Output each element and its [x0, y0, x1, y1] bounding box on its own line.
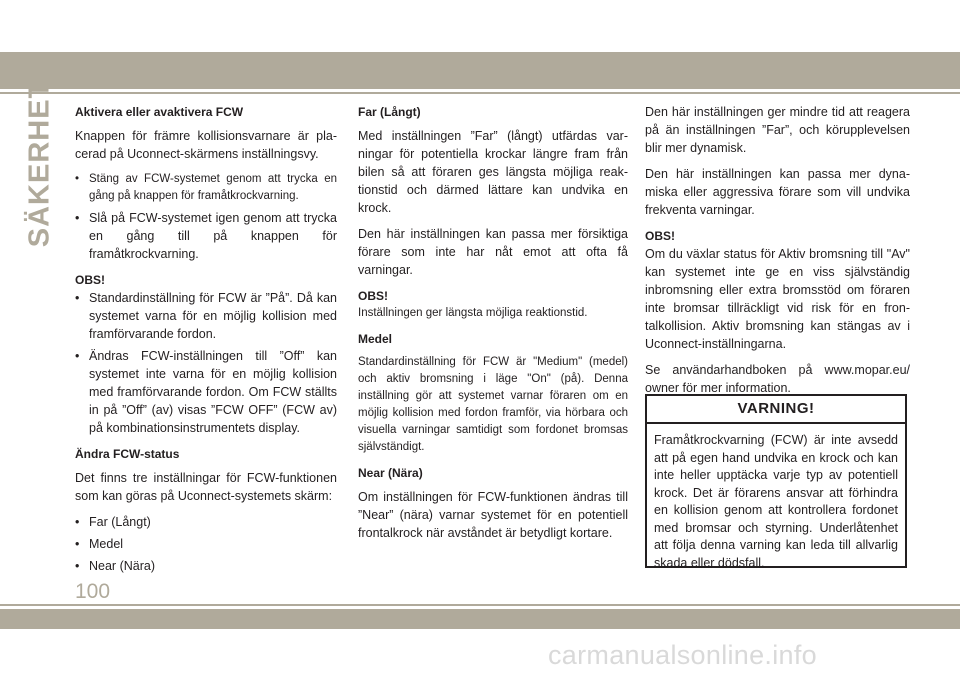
column-3: [645, 103, 910, 405]
list-item: • Ändras FCW-inställningen till ”Off” kan systemet inte varna för en möjlig kollision med framförvarande fordon. Om FCW ställts in på ”Off” (av) visas ”FCW OFF” (FCW av) på kombinationsinstrumentets display.: [75, 347, 337, 437]
footer-rule: [0, 604, 960, 606]
header-band: [0, 52, 960, 89]
heading-far: Far (Långt): [358, 105, 421, 119]
note-text: Inställningen ger längsta möjliga reaktionstid.: [358, 307, 588, 319]
warning-text: Framåtkrockvarning (FCW) är inte avsedd att på egen hand undvika en krock och kan inte heller upptäcka varje typ av potentiell krock. Det är förarens ansvar att förhindra en kollision genom att kontrollera fordonet med bromsar och styrning. Underlåtenhet att följa denna varning kan leda till allvarlig skada eller dödsfall.: [654, 433, 898, 570]
footer-band: [0, 609, 960, 629]
list-item: • Medel: [75, 535, 337, 553]
bullet-list: [75, 171, 337, 263]
list-item: • Slå på FCW-systemet igen genom att trycka en gång till på knappen för framåtkrockvarning.: [75, 209, 337, 263]
watermark: carmanualsonline.info: [548, 640, 817, 670]
note-label: OBS!: [645, 229, 675, 243]
paragraph: Knappen för främre kollisionsvarnare är placerad på Uconnect-skärmens inställningsvy.: [75, 129, 337, 161]
warning-title: VARNING!: [647, 396, 905, 424]
section-tab-label: SÄKERHET: [23, 79, 56, 247]
list-item: • Stäng av FCW-systemet genom att trycka en gång på knappen för framåtkrockvarning.: [75, 171, 337, 205]
list-item: • Near (Nära): [75, 557, 337, 575]
section-tab: [20, 79, 60, 247]
paragraph: Den här inställningen kan passa mer dynamiska eller aggressiva förare som vill undvika frekventa varningar.: [645, 167, 910, 217]
heading-near: Near (Nära): [358, 466, 423, 480]
list-item: • Far (Långt): [75, 513, 337, 531]
list-item: • Standardinställning för FCW är ”På”. Då kan systemet varna för en möjlig kollision med framförvarande fordon.: [75, 289, 337, 343]
paragraph: Den här inställningen ger mindre tid att reagera på än inställningen ”Far”, och körupplevelsen blir mer dynamisk.: [645, 105, 910, 155]
bullet-list: [75, 513, 337, 575]
heading-change-status: Ändra FCW-status: [75, 447, 180, 461]
note-text: Om du växlar status för Aktiv bromsning till "Av" kan systemet inte ge en viss självständig inbromsning eller extra bromsstöd om föraren inte bromsar tillräckligt vid risk för en frontalkollision. Aktiv bromsning kan stängas av i Uconnect-inställningarna.: [645, 247, 910, 351]
warning-box: [645, 394, 907, 568]
bullet-list: [75, 289, 337, 437]
page-number: 100: [75, 580, 111, 603]
paragraph: Se användarhandboken på www.mopar.eu/ owner för mer information.: [645, 363, 910, 395]
note-label: OBS!: [358, 289, 388, 303]
paragraph: Standardinställning för FCW är "Medium" (medel) och aktiv bromsning i läge "On" (på). Denna inställning gör att systemet varnar föraren om en möjlig kollision med fordon framför, via hörbara och visuella varningar samtidigt som fordonet bromsas självständigt.: [358, 356, 628, 453]
column-1: [75, 103, 337, 583]
paragraph: Med inställningen ”Far” (långt) utfärdas varningar för potentiella krockar längre fram från bilen så att föraren ges längsta möjliga reaktionstid och därmed lättare kan undvika en krock.: [358, 129, 628, 215]
heading-medium: Medel: [358, 332, 393, 346]
header-rule: [0, 92, 960, 94]
paragraph: Den här inställningen kan passa mer försiktiga förare som inte har nåt emot att ofta få varningar.: [358, 227, 628, 277]
note-label: OBS!: [75, 273, 105, 287]
column-2: [358, 103, 628, 550]
paragraph: Det finns tre inställningar för FCW-funktionen som kan göras på Uconnect-systemets skärm:: [75, 471, 337, 503]
heading-toggle-fcw: Aktivera eller avaktivera FCW: [75, 105, 244, 119]
paragraph: Om inställningen för FCW-funktionen ändras till ”Near” (nära) varnar systemet för en potentiell frontalkrock när avståndet är betydligt kortare.: [358, 490, 628, 540]
